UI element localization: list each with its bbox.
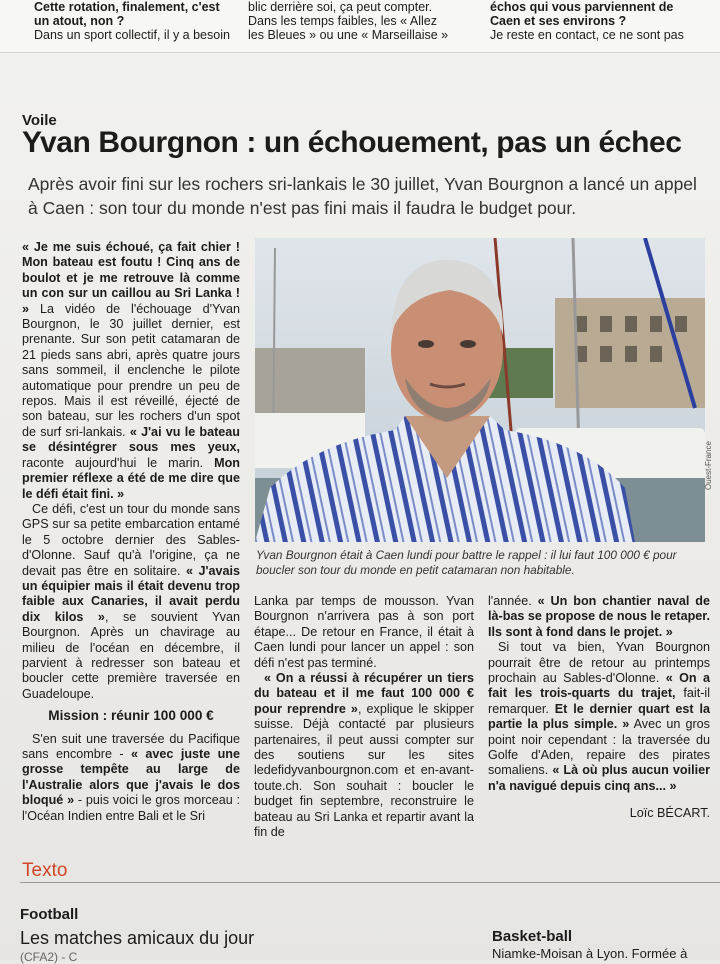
football-label: Football (20, 906, 79, 923)
photo-credit: Ouest-France (704, 441, 713, 490)
strip-line: échos qui vous parviennent de (490, 0, 674, 14)
body-text: raconte aujourd'hui le marin. (22, 455, 215, 470)
quote: Mon premier réflexe a été de me dire que le défi était fini. » (22, 455, 240, 501)
section-label: Voile (22, 112, 57, 129)
body-text: S'en suit une traversée du Pacifique sans encombre - (22, 731, 240, 761)
body-text: Si tout va bien, Yvan Bourgnon pourrait être de retour au printemps prochain au Sables-d'Olonne. (488, 640, 710, 686)
quote: Et le dernier quart est la partie la plus simple. » (488, 701, 710, 732)
strip-column-3 (490, 0, 720, 42)
strip-line: blic derrière soi, ça peut compter. (248, 0, 433, 14)
photo-caption: Yvan Bourgnon était à Caen lundi pour battre le rappel : il lui faut 100 000 € pour boucler son tour du monde en petit catamaran non habitable. (256, 548, 677, 577)
subheadline: Après avoir fini sur les rochers sri-lankais le 30 juillet, Yvan Bourgnon a lancé un appel à Caen : son tour du monde n'est pas fini mais il faudra le budget pour. (28, 174, 697, 218)
author-signature: Loïc BÉCART. (629, 806, 710, 821)
paragraph (488, 640, 710, 794)
strip-line: Cette rotation, finalement, c'est (34, 0, 220, 14)
article-column-3 (488, 594, 710, 822)
strip-line: Dans un sport collectif, il y a besoin (34, 28, 230, 42)
basketball-label: Basket-ball (492, 928, 573, 945)
section-divider (20, 882, 720, 883)
body-text: Lanka par temps de mousson. Yvan Bourgnon n'arrivera pas à son port étape... De retour en France, il était à Caen lundi pour lancer un appel : son défi n'est pas terminé. (254, 594, 474, 670)
paragraph (254, 594, 474, 671)
quote: « J'ai vu le bateau se désintégrer sous mes yeux, (22, 424, 241, 455)
article-column-2 (254, 594, 474, 841)
portrait-photo-illustration (255, 238, 705, 542)
body-text: , explique le skipper suisse. Déjà contacté par plusieurs partenaires, il peut aussi compter sur des soutiens sur les sites ledefidyvanbourgnon.com et en-avant-toute.ch. Son souhait : boucler le budget fin septembre, reconstruire le bateau au Sri Lanka et repartir avant la fin de (254, 701, 474, 840)
strip-line: Je reste en contact, ce ne sont pas (490, 28, 684, 42)
strip-column-1 (34, 0, 234, 42)
headline: Yvan Bourgnon : un échouement, pas un échec (22, 126, 682, 159)
body-text: fait-il remarquer. (488, 686, 711, 716)
body-text: Ce défi, c'est un tour du monde sans GPS sur sa petite embarcation entamé le 5 octobre dernier des Sables-d'Olonne. Sauf qu'à l'origine, ça ne devait pas être en solitaire. (22, 501, 240, 578)
strip-line: Caen et ses environs ? (490, 14, 627, 28)
paragraph (22, 502, 240, 702)
paragraph (254, 671, 474, 840)
strip-line: un atout, non ? (34, 14, 125, 28)
quote: « On a fait les trois-quarts du trajet, (488, 671, 710, 701)
quote: « Je me suis échoué, ça fait chier ! Mon bateau est foutu ! Cinq ans de boulot et je me retrouve là comme un con sur un caillou au Sri Lanka ! » (22, 240, 240, 316)
article-column-1 (22, 240, 240, 824)
paragraph (488, 594, 710, 640)
body-text: , se souvient Yvan Bourgnon. Après un chavirage au milieu de l'océan en décembre, il parvient à redresser son bateau et boucler cette première traversée en Guadeloupe. (22, 609, 240, 701)
quote: « Là où plus aucun voilier n'a navigué depuis cinq ans... » (488, 763, 711, 793)
body-text: Avec un gros point noir cependant : la traversée du Golfe d'Aden, repaire des pirates somaliens. (488, 717, 710, 778)
basketball-text: Niamke-Moisan à Lyon. Formée à (492, 946, 688, 961)
football-headline: Les matches amicaux du jour (20, 928, 255, 948)
intertitle: Mission : réunir 100 000 € (48, 708, 214, 724)
quote: « avec juste une grosse tempête au large de l'Australie alors que j'avais le dos bloqué » (22, 747, 240, 808)
body-text: La vidéo de l'échouage d'Yvan Bourgnon, le 30 juillet dernier, est prenante. Sur son petit catamaran de 21 pieds sans abri, après quatre jours sans sommeil, il enclenche le pilote automatique pour prendre un peu de repos. Mais il est réveillé, éjecté de son bateau, sur les rochers d'un spot de surf sri-lankais. (22, 301, 240, 439)
strip-column-2 (248, 0, 473, 42)
previous-article-strip (0, 0, 720, 53)
texto-section-heading: Texto (22, 860, 68, 881)
paragraph (22, 732, 240, 824)
cut-off-text: (CFA2) - C (20, 950, 78, 964)
quote: « Un bon chantier naval de là-bas se propose de nous le retaper. Ils sont à fond dans le projet. » (488, 594, 710, 639)
paragraph (22, 240, 240, 502)
body-text: - puis voici le gros morceau : l'Océan Indien entre Bali et le Sri (22, 793, 241, 823)
strip-line: les Bleues » ou une « Marseillaise » (248, 28, 449, 42)
body-text: l'année. (488, 594, 538, 608)
quote: « On a réussi à récupérer un tiers du bateau et il me faut 100 000 € pour reprendre » (254, 671, 474, 716)
quote: « J'avais un équipier mais il était devenu trop faible aux Canaries, il avait perdu dix kilos » (22, 563, 240, 624)
article-photo (255, 238, 705, 542)
strip-line: Dans les temps faibles, les « Allez (248, 14, 437, 28)
